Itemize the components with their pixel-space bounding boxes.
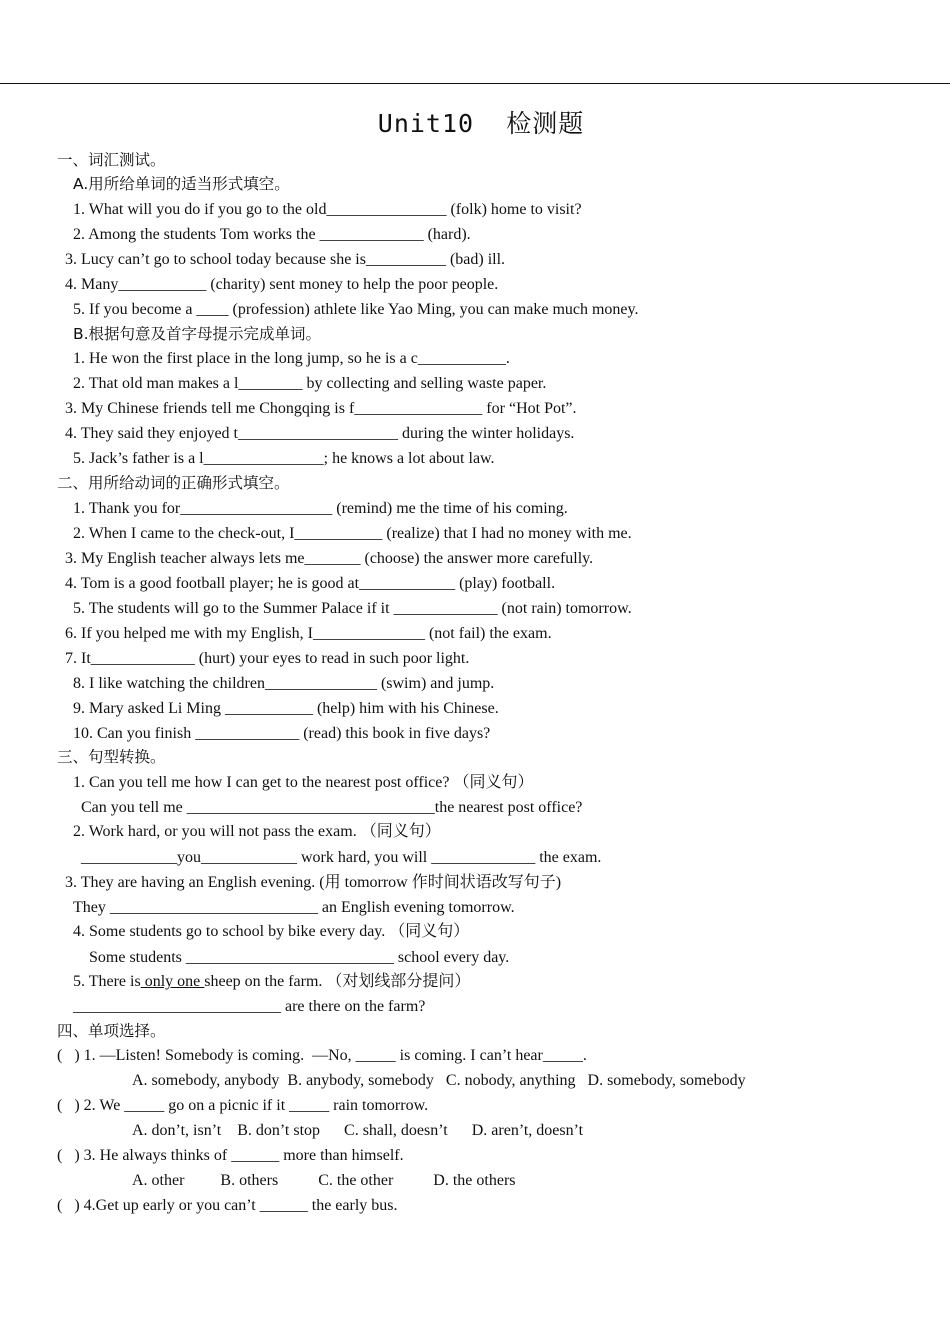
question-text: 1. He won the first place in the long jump, so he is a c___________. [73, 350, 510, 367]
section-heading: 二、用所给动词的正确形式填空。 [57, 474, 290, 492]
question-text: 2. That old man makes a l________ by collecting and selling waste paper. [73, 375, 547, 392]
sub-heading: A.用所给单词的适当形式填空。 [73, 175, 290, 193]
question-text: 9. Mary asked Li Ming ___________ (help) him with his Chinese. [73, 700, 499, 717]
question-text: 3. My English teacher always lets me_______ (choose) the answer more carefully. [65, 550, 594, 567]
section-heading: 四、单项选择。 [57, 1022, 166, 1040]
question-text: 3. They are having an English evening. (用 tomorrow 作时间状语改写句子) [65, 874, 562, 891]
question-text: 10. Can you finish _____________ (read) this book in five days? [73, 725, 491, 742]
page-title: Unit10 检测题 [377, 109, 585, 138]
question-text: 2. When I came to the check-out, I___________ (realize) that I had no money with me. [73, 525, 632, 542]
answer-line: __________________________ are there on the farm? [73, 998, 426, 1015]
question-text: 6. If you helped me with my English, I______________ (not fail) the exam. [65, 625, 552, 642]
question-text-end: sheep on the farm. （对划线部分提问） [204, 973, 471, 990]
question-text: 2. Among the students Tom works the _____________ (hard). [73, 226, 471, 243]
question-text: 1. Can you tell me how I can get to the nearest post office? （同义句） [73, 774, 534, 791]
question-text: 4. They said they enjoyed t____________________ during the winter holidays. [65, 425, 575, 442]
question-text: ( ) 3. He always thinks of ______ more than himself. [57, 1147, 404, 1164]
question-text: ( ) 4.Get up early or you can’t ______ the early bus. [57, 1197, 398, 1214]
question-text: 5. If you become a ____ (profession) athlete like Yao Ming, you can make much money. [73, 301, 639, 318]
question-text: 4. Tom is a good football player; he is good at____________ (play) football. [65, 575, 556, 592]
sub-heading: B.根据句意及首字母提示完成单词。 [73, 325, 322, 343]
question-text: 8. I like watching the children______________ (swim) and jump. [73, 675, 495, 692]
question-text: 4. Some students go to school by bike every day. （同义句） [73, 923, 470, 940]
question-text: ( ) 2. We _____ go on a picnic if it _____ rain tomorrow. [57, 1097, 429, 1114]
answer-line: Can you tell me _______________________________the nearest post office? [81, 799, 583, 816]
section-heading: 三、句型转换。 [57, 748, 166, 766]
answer-options: A. other B. others C. the other D. the others [132, 1172, 516, 1189]
question-text: 7. It_____________ (hurt) your eyes to read in such poor light. [65, 650, 470, 667]
answer-line: ____________you____________ work hard, you will _____________ the exam. [81, 849, 602, 866]
question-text: 1. What will you do if you go to the old_______________ (folk) home to visit? [73, 201, 582, 218]
answer-line: Some students __________________________ school every day. [89, 949, 510, 966]
answer-options: A. don’t, isn’t B. don’t stop C. shall, doesn’t D. aren’t, doesn’t [132, 1122, 584, 1139]
question-text: 5. The students will go to the Summer Palace if it _____________ (not rain) tomorrow. [73, 600, 632, 617]
question-text: 4. Many___________ (charity) sent money to help the poor people. [65, 276, 499, 293]
question-text: 3. My Chinese friends tell me Chongqing is f________________ for “Hot Pot”. [65, 400, 577, 417]
question-text [73, 972, 470, 992]
answer-options: A. somebody, anybody B. anybody, somebody C. nobody, anything D. somebody, somebody [132, 1072, 746, 1089]
underlined-phrase: only one [140, 973, 205, 990]
question-text: 1. Thank you for___________________ (remind) me the time of his coming. [73, 500, 568, 517]
question-text: 2. Work hard, or you will not pass the exam. （同义句） [73, 823, 441, 840]
question-text: 3. Lucy can’t go to school today because she is__________ (bad) ill. [65, 251, 506, 268]
answer-line: They __________________________ an English evening tomorrow. [73, 899, 515, 916]
question-text: ( ) 1. —Listen! Somebody is coming. —No, _____ is coming. I can’t hear_____. [57, 1047, 587, 1064]
header-rule [0, 83, 950, 84]
question-text: 5. Jack’s father is a l_______________; he knows a lot about law. [73, 450, 495, 467]
section-heading: 一、词汇测试。 [57, 151, 166, 169]
question-text-start: 5. There is [73, 973, 141, 990]
